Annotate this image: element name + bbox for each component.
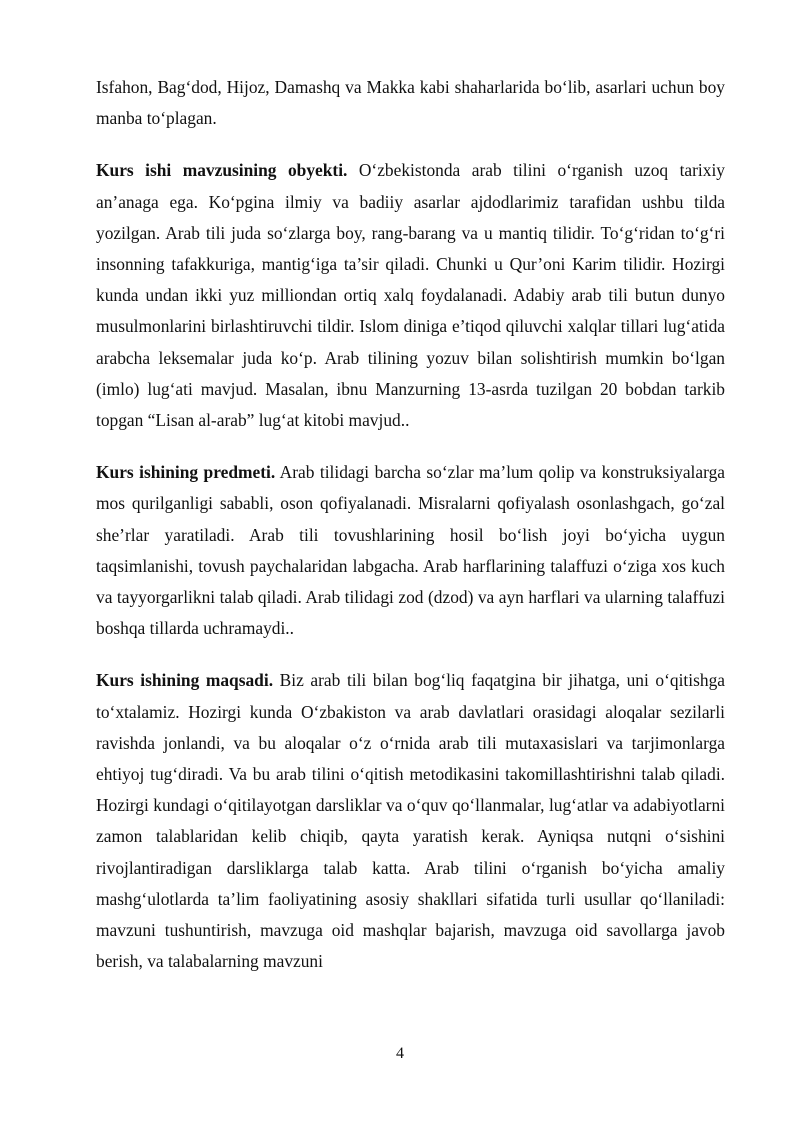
paragraph-heading: Kurs ishining maqsadi.	[96, 670, 274, 691]
paragraph-text: O‘zbekistonda arab tilini o‘rganish uzoq tarixiy an’anaga ega. Ko‘pgina ilmiy va badiiy asarlar ajdodlarimiz tarafidan ushbu tilda yozilgan. Arab tili juda so‘zlarga boy, rang-barang va u mantiq tilidir. To‘g‘ridan to‘g‘ri insonning tafakkuriga, mantig‘iga ta’sir qiladi. Chunki u Qur’oni Karim tilidir. Hozirgi kunda undan ikki yuz milliondan ortiq xalq foydalanadi. Adabiy arab tili butun dunyo musulmonlarini birlashtiruvchi tildir. Islom diniga e’tiqod qiluvchi xalqlar tillari lug‘atida arabcha leksemalar juda ko‘p. Arab tilining yozuv bilan solishtirish mumkin bo‘lgan (imlo) lug‘ati mavjud. Masalan, ibnu Manzurning 13-asrda tuzilgan 20 bobdan tarkib topgan “Lisan al-arab” lug‘at kitobi mavjud..	[96, 160, 725, 431]
paragraph-subject	[96, 457, 725, 644]
paragraph-goal	[96, 665, 725, 977]
document-page	[96, 72, 725, 998]
paragraph-object	[96, 155, 725, 436]
paragraph-text: Arab tilidagi barcha so‘zlar ma’lum qolip va konstruksiyalarga mos qurilganligi sababli, oson qofiyalanadi. Misralarni qofiyalash osonlashgach, go‘zal she’rlar yaratiladi. Arab tili tovushlarining hosil bo‘lish joyi bo‘yicha uygun taqsimlanishi, tovush paychalaridan labgacha. Arab harflarining talaffuzi o‘ziga xos kuch va tayyorgarlikni talab qiladi. Arab tilidagi zod (dzod) va ayn harflari va ularning talaffuzi boshqa tillarda uchramaydi..	[96, 462, 726, 639]
paragraph-continuation	[96, 72, 725, 134]
paragraph-heading: Kurs ishi mavzusining obyekti.	[96, 160, 348, 181]
paragraph-text: Biz arab tili bilan bog‘liq faqatgina bir jihatga, uni o‘qitishga to‘xtalamiz. Hozirgi kunda O‘zbakiston va arab davlatlari orasidagi aloqalar sezilarli ravishda jonlandi, va bu aloqalar o‘z o‘rnida arab tili mutaxasislari va tarjimonlarga ehtiyoj tug‘diradi. Va bu arab tilini o‘qitish metodikasini takomillashtirishni talab qiladi. Hozirgi kundagi o‘qitilayotgan darsliklar va o‘quv qo‘llanmalar, lug‘atlar va adabiyotlarni zamon talablaridan kelib chiqib, qayta yaratish kerak. Ayniqsa nutqni o‘sishini rivojlantiradigan darsliklarga talab katta. Arab tilini o‘rganish bo‘yicha amaliy mashg‘ulotlarda ta’lim faoliyatining asosiy shakllari sifatida turli usullar qo‘llaniladi: mavzuni tushuntirish, mavzuga oid mashqlar bajarish, mavzuga oid savollarga javob berish, va talabalarning mavzuni	[96, 670, 725, 972]
page-number: 4	[396, 1045, 404, 1062]
paragraph-heading: Kurs ishining predmeti.	[96, 462, 276, 483]
paragraph-text: Isfahon, Bag‘dod, Hijoz, Damashq va Makka kabi shaharlarida bo‘lib, asarlari uchun boy manba to‘plagan.	[96, 77, 725, 129]
